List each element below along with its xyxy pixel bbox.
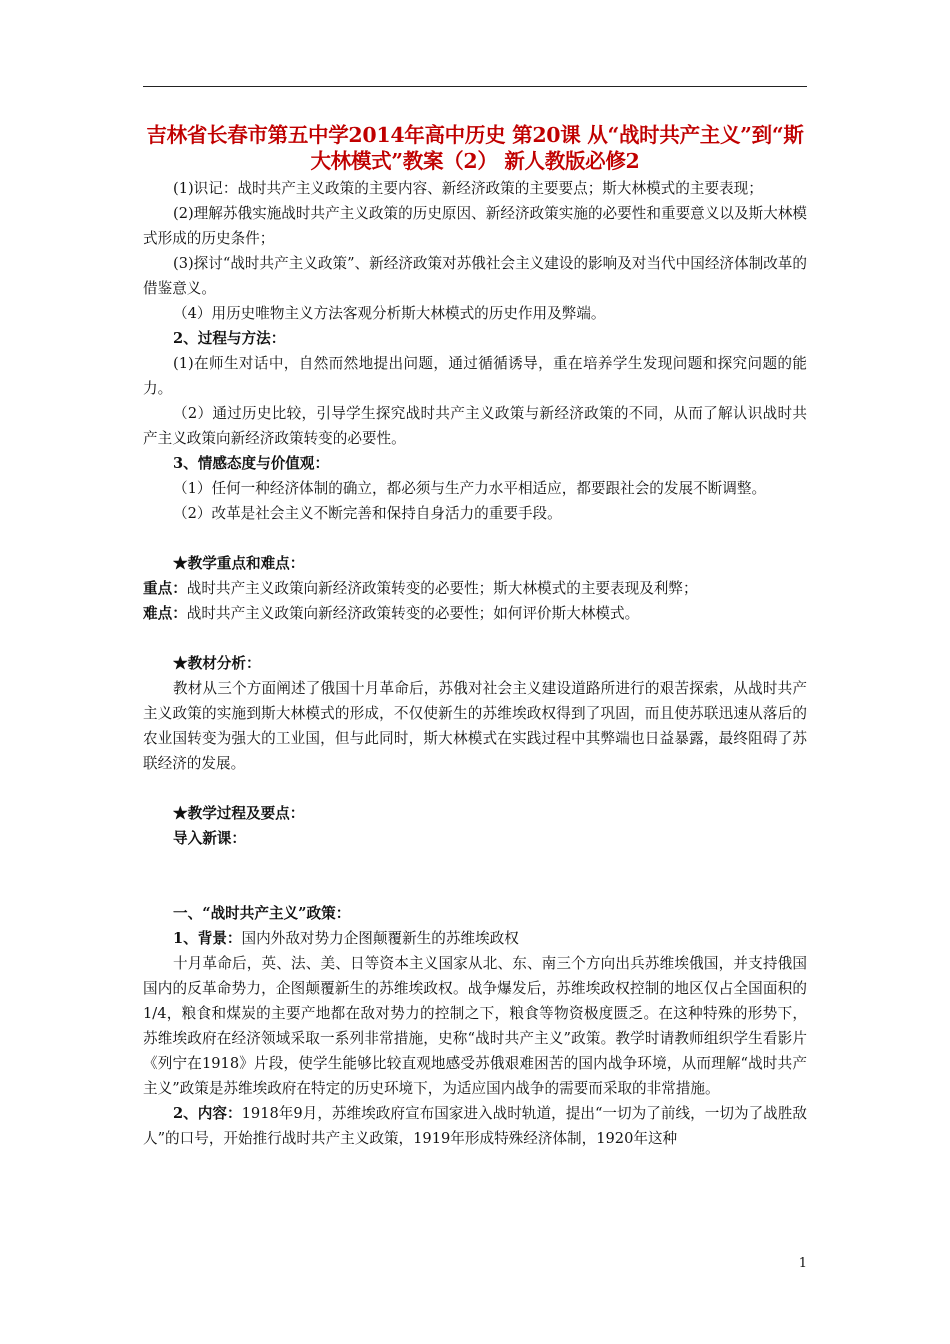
process-2: （2）通过历史比较，引导学生探究战时共产主义政策与新经济政策的不同，从而了解认识战时共产主义政策向新经济政策转变的必要性。 xyxy=(143,405,807,447)
section1-heading: 一、“战时共产主义”政策： xyxy=(173,905,351,922)
focus-heading: ★教学重点和难点： xyxy=(173,555,305,572)
background-label: 1、背景： xyxy=(173,930,242,947)
values-2: （2）改革是社会主义不断完善和保持自身活力的重要手段。 xyxy=(173,505,562,522)
page-number: 1 xyxy=(798,1256,807,1271)
intro-heading: 导入新课： xyxy=(173,830,246,847)
process-1: (1)在师生对话中，自然而然地提出问题，通过循循诱导，重在培养学生发现问题和探究问题的能力。 xyxy=(143,355,807,397)
background-line xyxy=(143,926,807,951)
document-body xyxy=(143,176,807,1151)
content-label: 2、内容： xyxy=(173,1105,242,1122)
difficult-point-text: 战时共产主义政策向新经济政策转变的必要性；如何评价斯大林模式。 xyxy=(186,605,640,622)
procedure-heading: ★教学过程及要点： xyxy=(173,805,305,822)
document-title: 吉林省长春市第五中学2014年高中历史 第20课 从“战时共产主义”到“斯大林模式”教案（2） 新人教版必修2 xyxy=(146,123,804,173)
key-point xyxy=(143,576,807,601)
goal-2: (2)理解苏俄实施战时共产主义政策的历史原因、新经济政策实施的必要性和重要意义以及斯大林模式形成的历史条件； xyxy=(143,205,807,247)
difficult-point xyxy=(143,601,807,626)
goal-3: (3)探讨“战时共产主义政策”、新经济政策对苏俄社会主义建设的影响及对当代中国经济体制改革的借鉴意义。 xyxy=(143,255,807,297)
analysis-text: 教材从三个方面阐述了俄国十月革命后，苏俄对社会主义建设道路所进行的艰苦探索，从战时共产主义政策的实施到斯大林模式的形成，不仅使新生的苏维埃政权得到了巩固，而且使苏联迅速从落后的农业国转变为强大的工业国，但与此同时，斯大林模式在实践过程中其弊端也日益暴露，最终阻碍了苏联经济的发展。 xyxy=(143,680,807,772)
background-paragraph: 十月革命后，英、法、美、日等资本主义国家从北、东、南三个方向出兵苏维埃俄国，并支持俄国国内的反革命势力，企图颠覆新生的苏维埃政权。战争爆发后，苏维埃政权控制的地区仅占全国面积的1/4，粮食和煤炭的主要产地都在敌对势力的控制之下，粮食等物资极度匮乏。在这种特殊的形势下，苏维埃政府在经济领域采取一系列非常措施，史称“战时共产主义”政策。教学时请教师组织学生看影片《列宁在1918》片段，使学生能够比较直观地感受苏俄艰难困苦的国内战争环境，从而理解“战时共产主义”政策是苏维埃政府在特定的历史环境下，为适应国内战争的需要而采取的非常措施。 xyxy=(143,955,807,1097)
background-text: 国内外敌对势力企图颠覆新生的苏维埃政权 xyxy=(241,930,519,947)
values-heading: 3、情感态度与价值观： xyxy=(173,455,330,472)
key-point-text: 战时共产主义政策向新经济政策转变的必要性；斯大林模式的主要表现及利弊； xyxy=(186,580,698,597)
key-point-label: 重点： xyxy=(143,580,187,597)
header-rule xyxy=(143,86,807,87)
values-1: （1）任何一种经济体制的确立，都必须与生产力水平相适应，都要跟社会的发展不断调整。 xyxy=(173,480,767,497)
difficult-point-label: 难点： xyxy=(143,605,187,622)
goal-4: （4）用历史唯物主义方法客观分析斯大林模式的历史作用及弊端。 xyxy=(173,305,606,322)
analysis-heading: ★教材分析： xyxy=(173,655,261,672)
content-text: 1918年9月，苏维埃政府宣布国家进入战时轨道，提出“一切为了前线，一切为了战胜敌人”的口号，开始推行战时共产主义政策，1919年形成特殊经济体制，1920年这种 xyxy=(143,1105,807,1147)
process-heading: 2、过程与方法： xyxy=(173,330,286,347)
goal-1: (1)识记：战时共产主义政策的主要内容、新经济政策的主要要点；斯大林模式的主要表现； xyxy=(173,180,763,197)
content-line xyxy=(143,1101,807,1151)
